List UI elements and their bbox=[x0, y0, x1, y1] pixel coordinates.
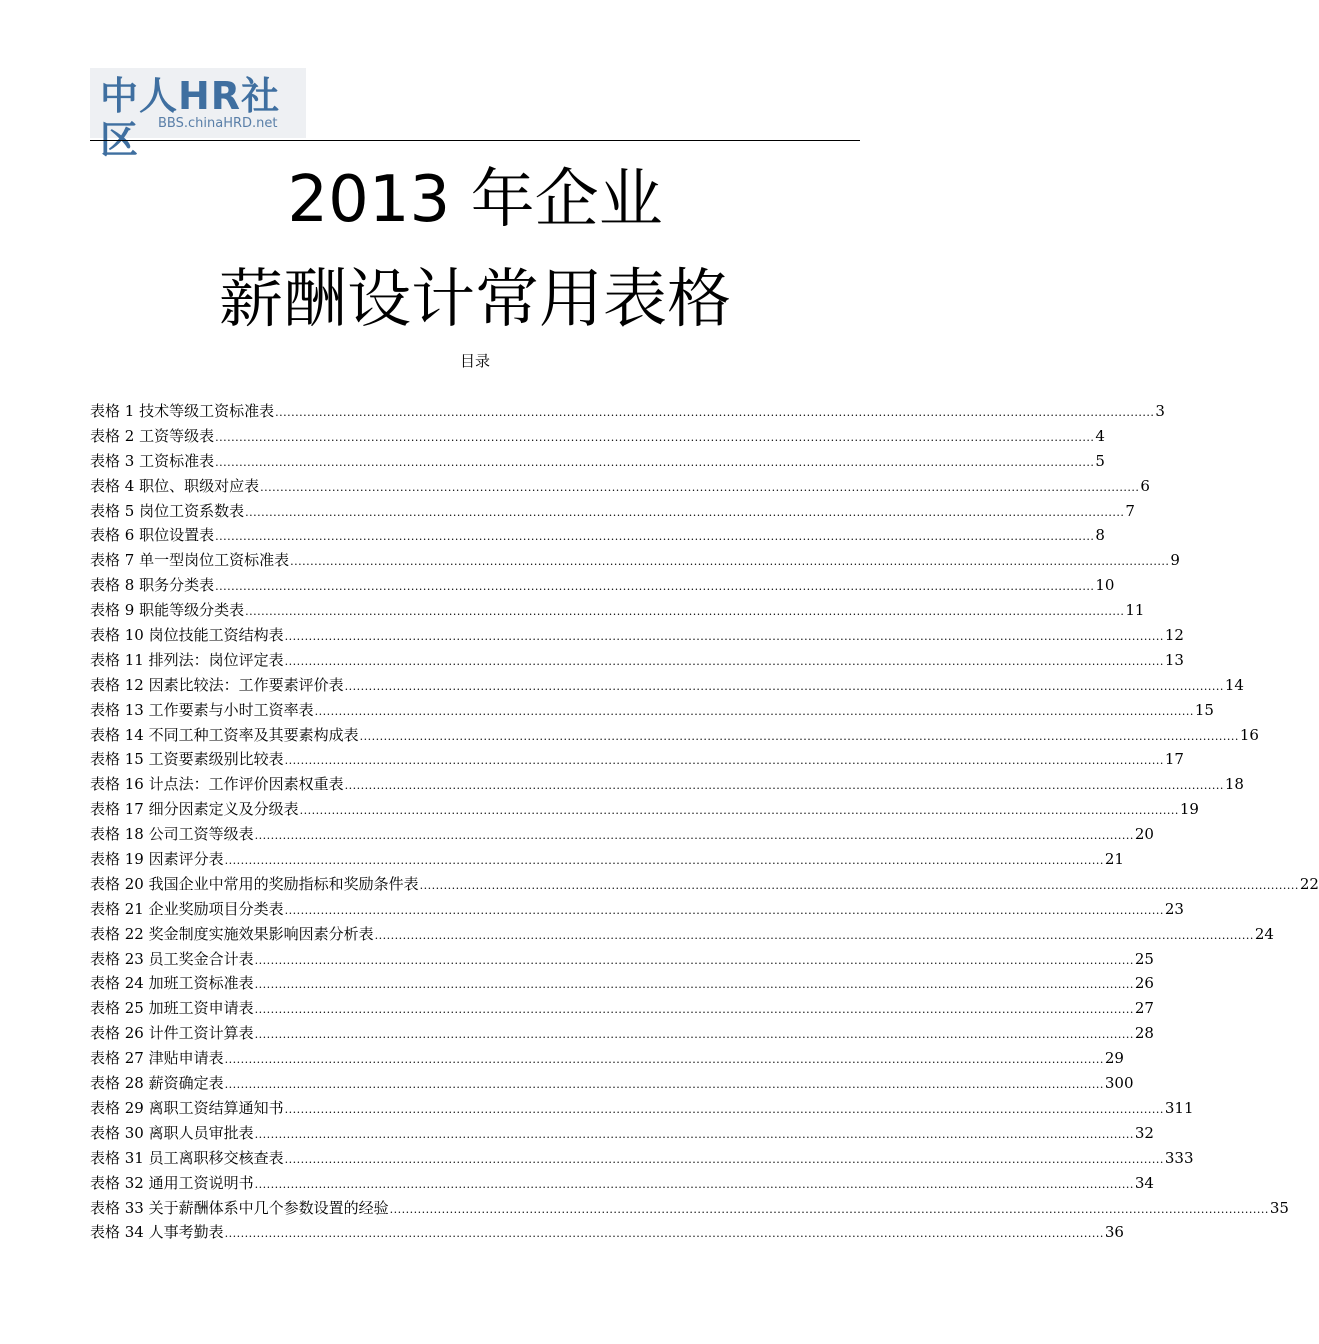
toc-entry-page: 18 bbox=[1224, 775, 1244, 794]
toc-entry-label: 表格 8 职务分类表 bbox=[90, 576, 215, 595]
toc-leader-dots: ............................................................................................................................................................................................................................ bbox=[224, 1078, 1104, 1092]
toc-leader-dots: ............................................................................................................................................................................................................................ bbox=[245, 605, 1125, 619]
toc-leader-dots: ............................................................................................................................................................................................................................ bbox=[290, 555, 1170, 569]
toc-entry[interactable] bbox=[90, 772, 1244, 797]
toc-entry-label: 表格 33 关于薪酬体系中几个参数设置的经验 bbox=[90, 1198, 389, 1217]
toc-entry-label: 表格 25 加班工资申请表 bbox=[90, 999, 254, 1018]
toc-leader-dots: ............................................................................................................................................................................................................................ bbox=[284, 1152, 1164, 1166]
toc-entry-page: 311 bbox=[1164, 1098, 1194, 1117]
toc-leader-dots: ............................................................................................................................................................................................................................ bbox=[254, 829, 1134, 843]
toc-entry-page: 8 bbox=[1095, 526, 1105, 545]
toc-entry-label: 表格 23 员工奖金合计表 bbox=[90, 949, 254, 968]
toc-leader-dots: ............................................................................................................................................................................................................................ bbox=[215, 530, 1095, 544]
toc-entry[interactable] bbox=[90, 996, 1154, 1021]
toc-entry-label: 表格 2 工资等级表 bbox=[90, 426, 215, 445]
toc-entry-page: 34 bbox=[1134, 1173, 1154, 1192]
toc-entry-page: 4 bbox=[1095, 426, 1105, 445]
toc-entry-label: 表格 24 加班工资标准表 bbox=[90, 974, 254, 993]
toc-entry[interactable] bbox=[90, 797, 1199, 822]
toc-entry[interactable] bbox=[90, 847, 1124, 872]
toc-entry-page: 13 bbox=[1164, 650, 1184, 669]
toc-entry[interactable] bbox=[90, 1046, 1124, 1071]
toc-leader-dots: ............................................................................................................................................................................................................................ bbox=[284, 1102, 1164, 1116]
toc-entry-label: 表格 6 职位设置表 bbox=[90, 526, 215, 545]
toc-entry-label: 表格 10 岗位技能工资结构表 bbox=[90, 626, 284, 645]
toc-entry-page: 5 bbox=[1095, 451, 1105, 470]
toc-entry-label: 表格 1 技术等级工资标准表 bbox=[90, 402, 275, 420]
toc-entry[interactable] bbox=[90, 1196, 1289, 1221]
toc-entry-label: 表格 12 因素比较法：工作要素评价表 bbox=[90, 675, 344, 694]
toc-leader-dots: ............................................................................................................................................................................................................................ bbox=[245, 505, 1125, 519]
toc-leader-dots: ............................................................................................................................................................................................................................ bbox=[215, 430, 1095, 444]
toc-leader-dots: ............................................................................................................................................................................................................................ bbox=[254, 1003, 1134, 1017]
header-rule bbox=[90, 140, 860, 141]
toc-leader-dots: ............................................................................................................................................................................................................................ bbox=[284, 630, 1164, 644]
toc-leader-dots: ............................................................................................................................................................................................................................ bbox=[299, 804, 1179, 818]
toc-leader-dots: ............................................................................................................................................................................................................................ bbox=[254, 1028, 1134, 1042]
toc-entry-label: 表格 30 离职人员审批表 bbox=[90, 1123, 254, 1142]
toc-entry-label: 表格 29 离职工资结算通知书 bbox=[90, 1098, 284, 1117]
toc-entry-label: 表格 3 工资标准表 bbox=[90, 451, 215, 470]
toc-entry-label: 表格 4 职位、职级对应表 bbox=[90, 476, 260, 495]
toc-entry-page: 12 bbox=[1164, 626, 1184, 645]
toc-entry[interactable] bbox=[90, 623, 1184, 648]
toc-entry-label: 表格 14 不同工种工资率及其要素构成表 bbox=[90, 725, 359, 744]
toc-entry[interactable] bbox=[90, 548, 1180, 573]
toc-leader-dots: ............................................................................................................................................................................................................................ bbox=[254, 1177, 1134, 1191]
logo-url: BBS.chinaHRD.net bbox=[158, 116, 278, 131]
toc-entry-page: 23 bbox=[1164, 899, 1184, 918]
toc-entry-page: 25 bbox=[1134, 949, 1154, 968]
toc-entry[interactable] bbox=[90, 897, 1184, 922]
toc-entry[interactable] bbox=[90, 971, 1154, 996]
toc-leader-dots: ............................................................................................................................................................................................................................ bbox=[419, 878, 1299, 892]
title-line-2: 薪酬设计常用表格 bbox=[219, 263, 731, 337]
toc-leader-dots: ............................................................................................................................................................................................................................ bbox=[284, 754, 1164, 768]
toc-entry-label: 表格 34 人事考勤表 bbox=[90, 1223, 224, 1242]
toc-entry[interactable] bbox=[90, 747, 1184, 772]
toc-entry[interactable] bbox=[90, 723, 1259, 748]
toc-entry[interactable] bbox=[90, 1220, 1124, 1245]
toc-entry[interactable] bbox=[90, 598, 1145, 623]
toc-entry[interactable] bbox=[90, 648, 1184, 673]
toc-entry-label: 表格 21 企业奖励项目分类表 bbox=[90, 899, 284, 918]
toc-entry-label: 表格 16 计点法：工作评价因素权重表 bbox=[90, 775, 344, 794]
toc-entry-page: 26 bbox=[1134, 974, 1154, 993]
toc-entry[interactable] bbox=[90, 1121, 1154, 1146]
table-of-contents bbox=[90, 399, 1319, 1245]
toc-entry-page: 300 bbox=[1104, 1074, 1134, 1093]
toc-entry-label: 表格 9 职能等级分类表 bbox=[90, 601, 245, 620]
toc-entry-page: 6 bbox=[1140, 476, 1150, 495]
toc-entry-page: 35 bbox=[1269, 1198, 1289, 1217]
toc-entry[interactable] bbox=[90, 673, 1244, 698]
toc-leader-dots: ............................................................................................................................................................................................................................ bbox=[275, 406, 1155, 419]
toc-entry-page: 20 bbox=[1134, 825, 1154, 844]
toc-leader-dots: ............................................................................................................................................................................................................................ bbox=[359, 729, 1239, 743]
toc-leader-dots: ............................................................................................................................................................................................................................ bbox=[224, 1227, 1104, 1241]
toc-entry[interactable] bbox=[90, 573, 1115, 598]
toc-leader-dots: ............................................................................................................................................................................................................................ bbox=[314, 704, 1194, 718]
toc-entry-page: 22 bbox=[1299, 874, 1319, 893]
toc-entry-label: 表格 15 工资要素级别比较表 bbox=[90, 750, 284, 769]
toc-leader-dots: ............................................................................................................................................................................................................................ bbox=[284, 654, 1164, 668]
toc-entry[interactable] bbox=[90, 1146, 1194, 1171]
toc-entry-page: 16 bbox=[1239, 725, 1259, 744]
toc-entry-page: 24 bbox=[1254, 924, 1274, 943]
toc-entry-page: 10 bbox=[1095, 576, 1115, 595]
toc-entry-page: 27 bbox=[1134, 999, 1154, 1018]
toc-entry[interactable] bbox=[90, 399, 1165, 424]
toc-entry[interactable] bbox=[90, 523, 1105, 548]
toc-entry-page: 14 bbox=[1224, 675, 1244, 694]
toc-entry-label: 表格 20 我国企业中常用的奖励指标和奖励条件表 bbox=[90, 874, 419, 893]
toc-entry[interactable] bbox=[90, 474, 1150, 499]
toc-heading: 目录 bbox=[459, 352, 490, 370]
toc-entry-page: 7 bbox=[1125, 501, 1135, 520]
toc-entry-page: 9 bbox=[1170, 551, 1180, 570]
logo-text: 中人HR社区 bbox=[100, 74, 281, 162]
toc-entry-page: 28 bbox=[1134, 1024, 1154, 1043]
toc-entry-page: 32 bbox=[1134, 1123, 1154, 1142]
toc-entry-label: 表格 28 薪资确定表 bbox=[90, 1074, 224, 1093]
toc-entry-label: 表格 18 公司工资等级表 bbox=[90, 825, 254, 844]
toc-leader-dots: ............................................................................................................................................................................................................................ bbox=[215, 455, 1095, 469]
toc-leader-dots: ............................................................................................................................................................................................................................ bbox=[374, 928, 1254, 942]
toc-entry[interactable] bbox=[90, 1096, 1194, 1121]
toc-leader-dots: ............................................................................................................................................................................................................................ bbox=[389, 1202, 1269, 1216]
toc-leader-dots: ............................................................................................................................................................................................................................ bbox=[254, 978, 1134, 992]
toc-entry-label: 表格 26 计件工资计算表 bbox=[90, 1024, 254, 1043]
toc-entry[interactable] bbox=[90, 872, 1319, 897]
toc-entry[interactable] bbox=[90, 922, 1274, 947]
toc-entry[interactable] bbox=[90, 1021, 1154, 1046]
toc-leader-dots: ............................................................................................................................................................................................................................ bbox=[224, 854, 1104, 868]
toc-entry-page: 3 bbox=[1155, 402, 1165, 420]
toc-entry-label: 表格 5 岗位工资系数表 bbox=[90, 501, 245, 520]
toc-entry-page: 17 bbox=[1164, 750, 1184, 769]
toc-entry-label: 表格 7 单一型岗位工资标准表 bbox=[90, 551, 290, 570]
toc-entry-page: 333 bbox=[1164, 1148, 1194, 1167]
toc-entry-label: 表格 32 通用工资说明书 bbox=[90, 1173, 254, 1192]
toc-leader-dots: ............................................................................................................................................................................................................................ bbox=[260, 480, 1140, 494]
toc-entry[interactable] bbox=[90, 698, 1214, 723]
toc-entry[interactable] bbox=[90, 1071, 1134, 1096]
toc-leader-dots: ............................................................................................................................................................................................................................ bbox=[254, 1127, 1134, 1141]
toc-entry-label: 表格 22 奖金制度实施效果影响因素分析表 bbox=[90, 924, 374, 943]
toc-entry-page: 19 bbox=[1179, 800, 1199, 819]
toc-entry[interactable] bbox=[90, 822, 1154, 847]
toc-entry-label: 表格 11 排列法：岗位评定表 bbox=[90, 650, 284, 669]
toc-entry[interactable] bbox=[90, 424, 1105, 449]
toc-entry[interactable] bbox=[90, 947, 1154, 972]
toc-entry-page: 11 bbox=[1125, 601, 1145, 620]
toc-entry-label: 表格 19 因素评分表 bbox=[90, 850, 224, 869]
toc-entry-label: 表格 31 员工离职移交核查表 bbox=[90, 1148, 284, 1167]
site-logo bbox=[90, 68, 306, 162]
toc-leader-dots: ............................................................................................................................................................................................................................ bbox=[254, 953, 1134, 967]
title-line-1: 2013 年企业 bbox=[287, 163, 663, 237]
toc-entry-label: 表格 13 工作要素与小时工资率表 bbox=[90, 700, 314, 719]
toc-entry[interactable] bbox=[90, 449, 1105, 474]
toc-entry-page: 36 bbox=[1104, 1223, 1124, 1242]
toc-entry-page: 21 bbox=[1104, 850, 1124, 869]
toc-entry-label: 表格 17 细分因素定义及分级表 bbox=[90, 800, 299, 819]
toc-entry-page: 29 bbox=[1104, 1049, 1124, 1068]
toc-entry[interactable] bbox=[90, 1171, 1154, 1196]
toc-entry[interactable] bbox=[90, 499, 1135, 524]
toc-leader-dots: ............................................................................................................................................................................................................................ bbox=[344, 779, 1224, 793]
toc-leader-dots: ............................................................................................................................................................................................................................ bbox=[215, 580, 1095, 594]
toc-leader-dots: ............................................................................................................................................................................................................................ bbox=[284, 903, 1164, 917]
toc-entry-page: 15 bbox=[1194, 700, 1214, 719]
toc-leader-dots: ............................................................................................................................................................................................................................ bbox=[224, 1053, 1104, 1067]
toc-entry-label: 表格 27 津贴申请表 bbox=[90, 1049, 224, 1068]
toc-leader-dots: ............................................................................................................................................................................................................................ bbox=[344, 679, 1224, 693]
